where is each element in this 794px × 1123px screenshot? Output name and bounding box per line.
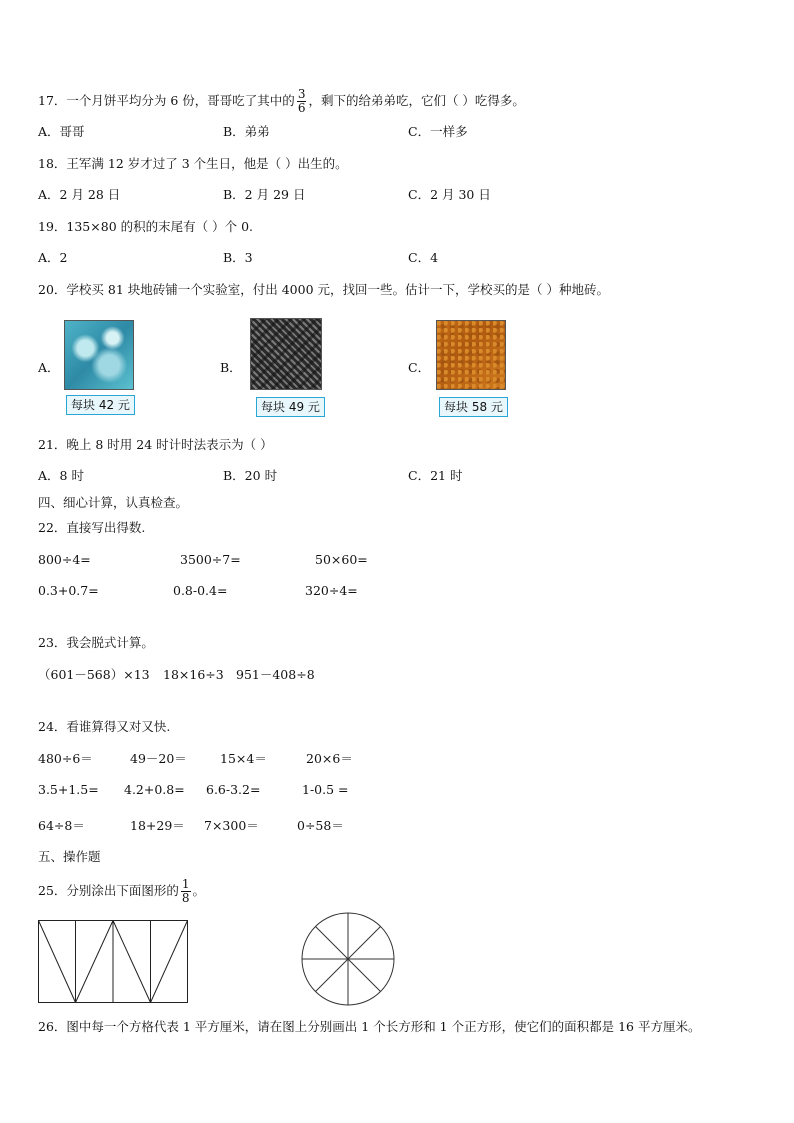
q23-item: （601－568）×13 bbox=[38, 667, 150, 682]
tile-b-image[interactable] bbox=[250, 318, 322, 390]
q24-item: 6.6-3.2= bbox=[206, 782, 261, 797]
q20-price-c: 每块 58 元 bbox=[439, 397, 508, 417]
q19-option-a[interactable]: A．2 bbox=[38, 250, 68, 265]
rectangle-figure[interactable] bbox=[38, 920, 190, 1004]
q22-item: 3500÷7= bbox=[180, 552, 241, 567]
q21-option-c[interactable]: C．21 时 bbox=[408, 468, 463, 483]
q24-item: 49－20＝ bbox=[130, 751, 187, 766]
q20-price-b: 每块 49 元 bbox=[256, 397, 325, 417]
question-18: 18．王军满 12 岁才过了 3 个生日，他是（ ）出生的。 bbox=[38, 156, 348, 171]
q25-stem-before: 25．分别涂出下面图形的 bbox=[38, 883, 179, 898]
q19-option-b[interactable]: B．3 bbox=[223, 250, 253, 265]
q19-option-c[interactable]: C．4 bbox=[408, 250, 439, 265]
question-20: 20．学校买 81 块地砖铺一个实验室，付出 4000 元，找回一些。估计一下，学校买的是（ ）种地砖。 bbox=[38, 282, 609, 297]
q24-item: 7×300＝ bbox=[204, 818, 259, 833]
rectangle-diagonal bbox=[39, 921, 76, 1003]
q24-item: 0÷58＝ bbox=[297, 818, 344, 833]
q23-item: 951－408÷8 bbox=[236, 667, 315, 682]
q24-item: 4.2+0.8= bbox=[124, 782, 185, 797]
rectangle-diagonal bbox=[76, 921, 114, 1003]
q18-option-c[interactable]: C．2 月 30 日 bbox=[408, 187, 491, 202]
q17-option-c[interactable]: C．一样多 bbox=[408, 124, 468, 139]
question-24: 24．看谁算得又对又快. bbox=[38, 719, 171, 734]
question-22: 22．直接写出得数. bbox=[38, 520, 146, 535]
q25-stem-after: 。 bbox=[192, 883, 206, 898]
q17-frac-den: 6 bbox=[297, 101, 306, 115]
q25-frac-num: 1 bbox=[181, 877, 190, 891]
question-26: 26．图中每一个方格代表 1 平方厘米，请在图上分别画出 1 个长方形和 1 个正方形，使它们的面积都是 16 平方厘米。 bbox=[38, 1019, 701, 1034]
q21-option-b[interactable]: B．20 时 bbox=[223, 468, 278, 483]
question-17 bbox=[38, 88, 525, 115]
q25-frac-den: 8 bbox=[181, 891, 190, 905]
q21-option-a[interactable]: A．8 时 bbox=[38, 468, 84, 483]
q18-option-b[interactable]: B．2 月 29 日 bbox=[223, 187, 306, 202]
question-25 bbox=[38, 878, 205, 905]
question-23: 23．我会脱式计算。 bbox=[38, 635, 154, 650]
tile-a-image[interactable] bbox=[64, 320, 134, 390]
q25-fraction bbox=[181, 878, 191, 905]
q22-item: 800÷4= bbox=[38, 552, 91, 567]
q24-item: 20×6＝ bbox=[306, 751, 353, 766]
section-5-heading: 五、操作题 bbox=[38, 849, 101, 864]
q24-item: 15×4＝ bbox=[220, 751, 267, 766]
rectangle-diagonal bbox=[113, 921, 151, 1003]
q17-option-b[interactable]: B．弟弟 bbox=[223, 124, 270, 139]
question-19: 19．135×80 的积的末尾有（ ）个 0. bbox=[38, 219, 253, 234]
q17-option-a[interactable]: A．哥哥 bbox=[38, 124, 85, 139]
q24-item: 480÷6＝ bbox=[38, 751, 93, 766]
q23-item: 18×16÷3 bbox=[163, 667, 224, 682]
q18-option-a[interactable]: A．2 月 28 日 bbox=[38, 187, 121, 202]
q17-frac-num: 3 bbox=[297, 87, 306, 101]
q17-fraction bbox=[297, 88, 307, 115]
q22-item: 0.8-0.4= bbox=[173, 583, 228, 598]
q20-option-c-letter[interactable]: C． bbox=[408, 360, 431, 375]
q24-item: 1-0.5 = bbox=[302, 782, 349, 797]
tile-c-image[interactable] bbox=[436, 320, 506, 390]
circle-figure[interactable] bbox=[300, 911, 396, 1007]
q24-item: 18+29＝ bbox=[130, 818, 185, 833]
q17-stem-before: 17．一个月饼平均分为 6 份，哥哥吃了其中的 bbox=[38, 93, 295, 108]
rectangle-diagonal bbox=[151, 921, 188, 1003]
q22-item: 0.3+0.7= bbox=[38, 583, 99, 598]
q22-item: 50×60= bbox=[315, 552, 368, 567]
section-4-heading: 四、细心计算，认真检查。 bbox=[38, 495, 189, 510]
q17-stem-after: ，剩下的给弟弟吃，它们（ ）吃得多。 bbox=[308, 93, 525, 108]
q20-price-a: 每块 42 元 bbox=[66, 395, 135, 415]
q20-option-a-letter[interactable]: A． bbox=[38, 360, 60, 375]
q20-option-b-letter[interactable]: B． bbox=[220, 360, 242, 375]
q22-item: 320÷4= bbox=[305, 583, 358, 598]
tile-b-pattern bbox=[251, 319, 321, 389]
q24-item: 3.5+1.5= bbox=[38, 782, 99, 797]
question-21: 21．晚上 8 时用 24 时计时法表示为（ ） bbox=[38, 437, 273, 452]
q24-item: 64÷8＝ bbox=[38, 818, 85, 833]
